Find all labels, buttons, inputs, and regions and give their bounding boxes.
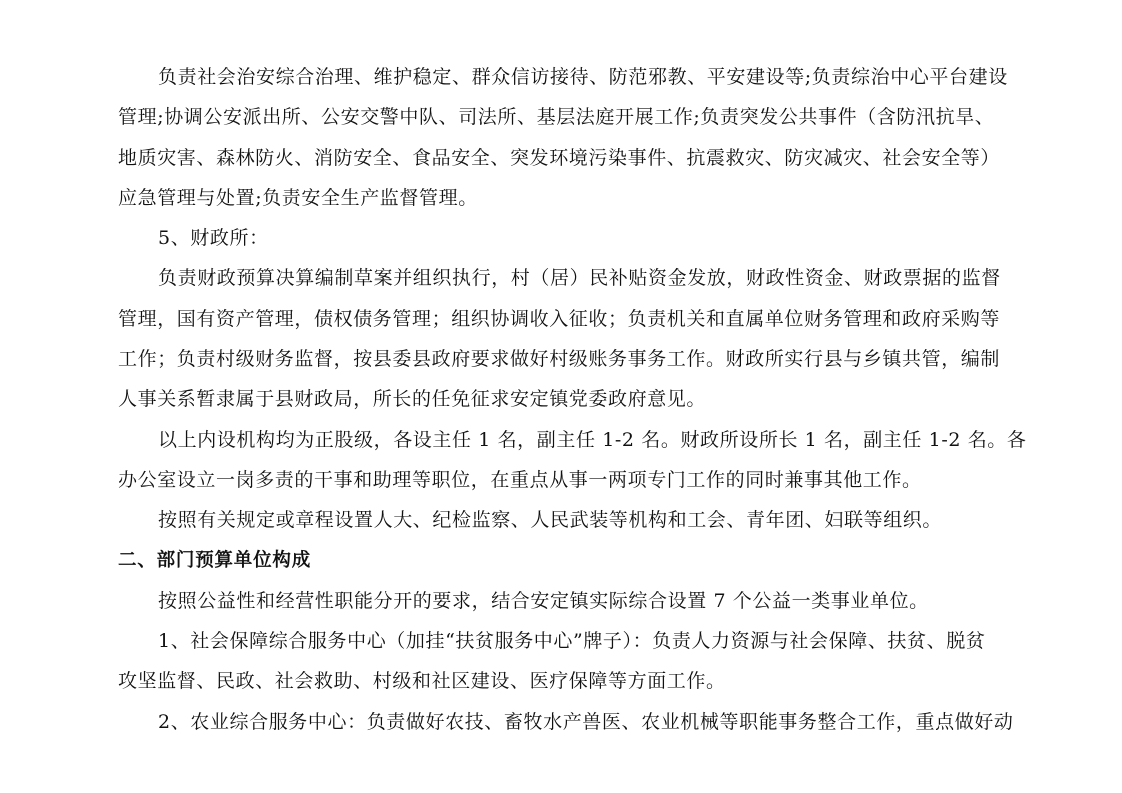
paragraph-units-intro [78,581,1048,621]
text-line: 负责财政预算决算编制草案并组织执行，村（居）民补贴资金发放，财政性资金、财政票据的监督 [158,267,1001,290]
section-heading [78,541,1048,581]
text-line: 办公室设立一岗多责的干事和助理等职位，在重点从事一两项专门工作的同时兼事其他工作。 [118,468,922,491]
paragraph-public-security [78,57,1048,218]
section-heading-text: 二、部门预算单位构成 [118,549,312,571]
text-line: 攻坚监督、民政、社会救助、村级和社区建设、医疗保障等方面工作。 [118,670,726,693]
text-line: 地质灾害、森林防火、消防安全、食品安全、突发环境污染事件、抗震救灾、防灾减灾、社会安全等） [118,146,1001,169]
paragraph-social-security-center [78,621,1048,702]
document-body [78,57,1048,742]
text-line: 按照公益性和经营性职能分开的要求，结合安定镇实际综合设置 7 个公益一类事业单位。 [158,589,929,612]
text-line: 管理，国有资产管理，债权债务管理；组织协调收入征收；负责机关和直属单位财务管理和政府采购等 [118,307,1001,330]
text-line: 以上内设机构均为正股级，各设主任 1 名，副主任 1-2 名。财政所设所长 1 名，副主任 1-2 名。各 [158,428,1027,451]
paragraph-organizations [78,500,1048,540]
text-line: 1、社会保障综合服务中心（加挂“扶贫服务中心”牌子）：负责人力资源与社会保障、扶贫、脱贫 [158,630,986,653]
text-line: 按照有关规定或章程设置人大、纪检监察、人民武装等机构和工会、青年团、妇联等组织。 [158,509,943,532]
text-line: 工作；负责村级财务监督，按县委县政府要求做好村级账务事务工作。财政所实行县与乡镇共管，编制 [118,348,1001,371]
text-line: 管理;协调公安派出所、公安交警中队、司法所、基层法庭开展工作;负责突发公共事件（含防汛抗旱、 [118,106,995,129]
item-5-finance-title [78,218,1048,258]
text-line: 负责社会治安综合治理、维护稳定、群众信访接待、防范邪教、平安建设等;负责综治中心平台建设 [158,66,1008,88]
paragraph-agriculture-center [78,702,1048,742]
paragraph-staffing [78,420,1048,501]
text-line: 应急管理与处置;负责安全生产监督管理。 [118,186,478,209]
text-line: 2、农业综合服务中心：负责做好农技、畜牧水产兽医、农业机械等职能事务整合工作，重点做好动 [158,710,1014,733]
paragraph-finance [78,258,1048,419]
text-line: 人事关系暂隶属于县财政局，所长的任免征求安定镇党委政府意见。 [118,388,707,411]
item-title: 5、财政所： [158,227,269,250]
